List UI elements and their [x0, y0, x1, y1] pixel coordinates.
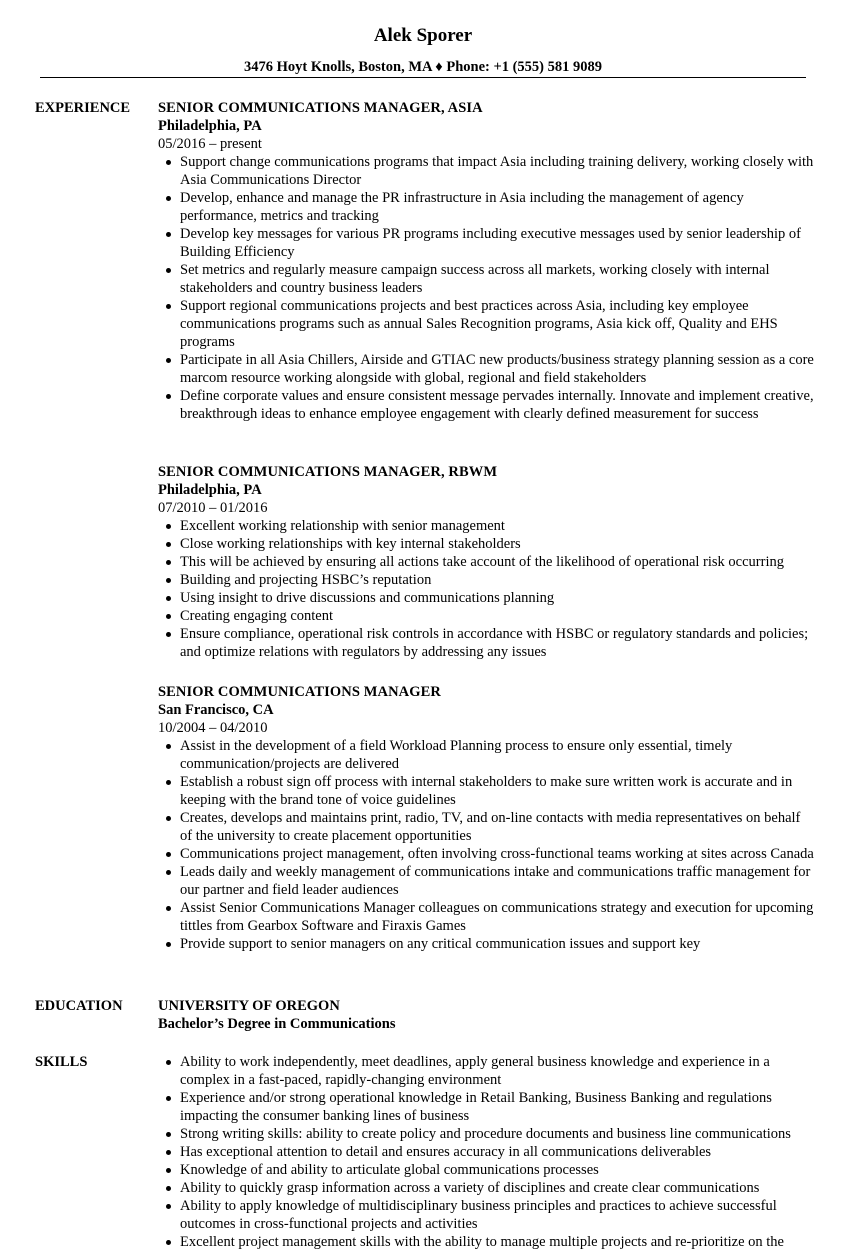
header-divider [40, 77, 806, 78]
bullet-item: Set metrics and regularly measure campaign success across all markets, working closely with internal stakeholders and country business leaders [158, 261, 814, 297]
job-bullets [158, 517, 814, 661]
skill-item: Excellent project management skills with the ability to manage multiple projects and re-prioritize on the [158, 1233, 814, 1251]
job-entry [158, 463, 814, 661]
bullet-item: This will be achieved by ensuring all actions take account of the likelihood of operational risk occurring [158, 553, 814, 571]
contact-line: 3476 Hoyt Knolls, Boston, MA ♦ Phone: +1 (555) 581 9089 [243, 59, 603, 75]
job-entry [158, 683, 814, 953]
job-title: SENIOR COMMUNICATIONS MANAGER, RBWM [158, 464, 498, 480]
job-dates: 10/2004 – 04/2010 [158, 720, 268, 736]
job-location: Philadelphia, PA [158, 482, 262, 498]
bullet-item: Participate in all Asia Chillers, Airside and GTIAC new products/business strategy planning session as a core marcom resource working alongside with global, regional and field stakeholders [158, 351, 814, 387]
bullet-item: Support regional communications projects and best practices across Asia, including key employee communications programs such as annual Sales Recognition programs, Asia kick off, Quality and EHS programs [158, 297, 814, 351]
job-bullets [158, 153, 814, 423]
bullet-item: Develop key messages for various PR programs including executive messages used by senior leadership of Building Efficiency [158, 225, 814, 261]
bullet-item: Excellent working relationship with senior management [158, 517, 814, 535]
bullet-item: Ensure compliance, operational risk controls in accordance with HSBC or regulatory standards and policies; and optimize relations with regulators by addressing any issues [158, 625, 814, 661]
education-school: UNIVERSITY OF OREGON [158, 998, 340, 1014]
section-label-education: EDUCATION [35, 998, 123, 1014]
bullet-item: Creates, develops and maintains print, radio, TV, and on-line contacts with media representatives on behalf of the university to create placement opportunities [158, 809, 814, 845]
job-bullets [158, 737, 814, 953]
job-title: SENIOR COMMUNICATIONS MANAGER, ASIA [158, 100, 483, 116]
section-label-experience: EXPERIENCE [35, 100, 131, 116]
bullet-item: Define corporate values and ensure consistent message pervades internally. Innovate and implement creative, breakthrough ideas to enhance employee engagement with clearly defined measurement for success [158, 387, 814, 423]
job-dates: 05/2016 – present [158, 136, 262, 152]
skills-bullets [158, 1053, 814, 1251]
section-label-skills: SKILLS [35, 1054, 88, 1070]
skill-item: Knowledge of and ability to articulate global communications processes [158, 1161, 814, 1179]
skill-item: Experience and/or strong operational knowledge in Retail Banking, Business Banking and regulations impacting the consumer banking lines of business [158, 1089, 814, 1125]
skill-item: Ability to quickly grasp information across a variety of disciplines and create clear communications [158, 1179, 814, 1197]
bullet-item: Assist in the development of a field Workload Planning process to ensure only essential, timely communication/projects are delivered [158, 737, 814, 773]
bullet-item: Using insight to drive discussions and communications planning [158, 589, 814, 607]
job-location: Philadelphia, PA [158, 118, 262, 134]
skill-item: Strong writing skills: ability to create policy and procedure documents and business line communications [158, 1125, 814, 1143]
job-entry [158, 99, 814, 423]
skills-list [158, 1053, 814, 1251]
bullet-item: Support change communications programs that impact Asia including training delivery, working closely with Asia Communications Director [158, 153, 814, 189]
job-location: San Francisco, CA [158, 702, 274, 718]
bullet-item: Building and projecting HSBC’s reputation [158, 571, 814, 589]
bullet-item: Provide support to senior managers on any critical communication issues and support key [158, 935, 814, 953]
bullet-item: Develop, enhance and manage the PR infrastructure in Asia including the management of agency performance, metrics and tracking [158, 189, 814, 225]
bullet-item: Establish a robust sign off process with internal stakeholders to make sure written work is accurate and in keeping with the brand tone of voice guidelines [158, 773, 814, 809]
resume-name: Alek Sporer [373, 25, 473, 46]
bullet-item: Communications project management, often involving cross-functional teams working at sites across Canada [158, 845, 814, 863]
skill-item: Ability to apply knowledge of multidisciplinary business principles and practices to achieve successful outcomes in cross-functional projects and activities [158, 1197, 814, 1233]
education-degree: Bachelor’s Degree in Communications [158, 1016, 396, 1032]
job-title: SENIOR COMMUNICATIONS MANAGER [158, 684, 441, 700]
bullet-item: Close working relationships with key internal stakeholders [158, 535, 814, 553]
bullet-item: Creating engaging content [158, 607, 814, 625]
skill-item: Ability to work independently, meet deadlines, apply general business knowledge and experience in a complex in a fast-paced, rapidly-changing environment [158, 1053, 814, 1089]
education-entry [158, 997, 814, 1033]
skill-item: Has exceptional attention to detail and ensures accuracy in all communications deliverables [158, 1143, 814, 1161]
job-dates: 07/2010 – 01/2016 [158, 500, 268, 516]
bullet-item: Leads daily and weekly management of communications intake and communications traffic management for our partner and field leader audiences [158, 863, 814, 899]
bullet-item: Assist Senior Communications Manager colleagues on communications strategy and execution for upcoming tittles from Gearbox Software and Firaxis Games [158, 899, 814, 935]
